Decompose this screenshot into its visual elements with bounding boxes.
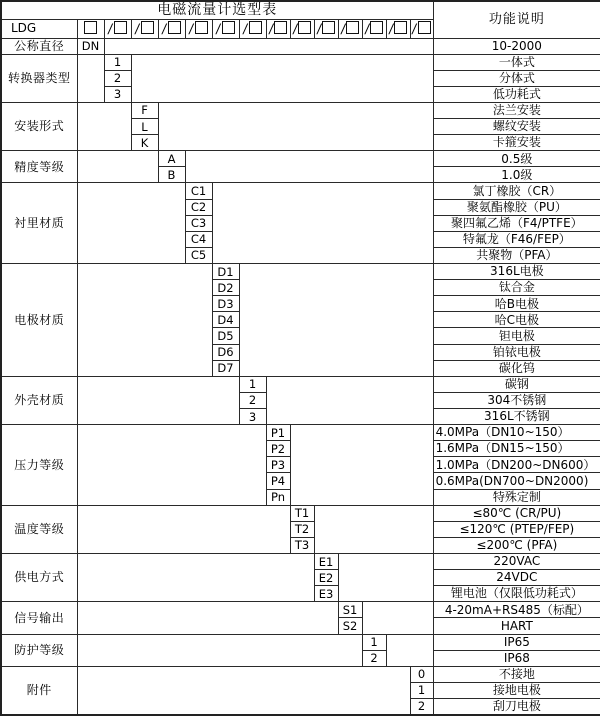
- option-desc: 钛合金: [433, 280, 600, 296]
- option-desc: 0.5级: [433, 151, 600, 167]
- option-code: D2: [212, 280, 239, 296]
- option-desc: 分体式: [433, 70, 600, 86]
- slash-separator: /: [134, 21, 141, 37]
- page-title: 电磁流量计选型表: [1, 1, 433, 19]
- empty-cell: [290, 425, 433, 506]
- empty-cell: [131, 54, 433, 102]
- empty-cell: [104, 38, 433, 54]
- option-code: K: [131, 135, 158, 151]
- model-code-slot: [131, 19, 158, 38]
- section-label: 温度等级: [1, 505, 77, 553]
- option-code: F: [131, 102, 158, 118]
- model-code-slot: [386, 19, 410, 38]
- option-code: L: [131, 119, 158, 135]
- table-row: [1, 505, 600, 521]
- empty-cell: [77, 554, 314, 602]
- table-row: [1, 151, 600, 167]
- empty-cell: [77, 376, 239, 424]
- slash-separator: /: [291, 21, 299, 37]
- option-desc: 0.6MPa(DN700~DN2000): [433, 473, 600, 489]
- empty-checkbox-icon: [141, 21, 154, 34]
- empty-checkbox-icon: [298, 21, 311, 34]
- empty-cell: [386, 634, 433, 666]
- option-code: 2: [410, 698, 433, 715]
- option-code: D7: [212, 360, 239, 376]
- option-desc: 304不锈钢: [433, 392, 600, 408]
- section-label: 外壳材质: [1, 376, 77, 424]
- model-code-slot: [104, 19, 131, 38]
- option-code: C3: [185, 215, 212, 231]
- option-code: C5: [185, 247, 212, 263]
- table-row: [1, 425, 600, 441]
- empty-checkbox-icon: [84, 21, 97, 34]
- section-label: 电极材质: [1, 264, 77, 377]
- empty-checkbox-icon: [168, 21, 181, 34]
- option-code: 1: [104, 54, 131, 70]
- table-row: [1, 634, 600, 650]
- option-code: E2: [314, 570, 338, 586]
- section-label: 公称直径: [1, 38, 77, 54]
- empty-checkbox-icon: [249, 21, 262, 34]
- option-desc: IP65: [433, 634, 600, 650]
- option-code: E1: [314, 554, 338, 570]
- option-desc: 哈B电极: [433, 296, 600, 312]
- model-code-slot: [290, 19, 314, 38]
- option-code: S1: [338, 602, 362, 618]
- model-code-slot: [314, 19, 338, 38]
- option-desc: 4-20mA+RS485（标配）: [433, 602, 600, 618]
- option-code: C2: [185, 199, 212, 215]
- empty-cell: [77, 183, 185, 264]
- option-code: P4: [266, 473, 290, 489]
- empty-checkbox-icon: [222, 21, 235, 34]
- empty-cell: [239, 264, 433, 377]
- empty-cell: [338, 554, 433, 602]
- section-label: 转换器类型: [1, 54, 77, 102]
- option-code: C4: [185, 231, 212, 247]
- table-row: [1, 666, 600, 682]
- option-desc: 220VAC: [433, 554, 600, 570]
- option-code: 1: [362, 634, 386, 650]
- slash-separator: /: [411, 21, 418, 37]
- option-code: T3: [290, 537, 314, 553]
- table-row: [1, 102, 600, 118]
- option-desc: 4.0MPa（DN10~150）: [433, 425, 600, 441]
- option-code: DN: [77, 38, 104, 54]
- slash-separator: /: [161, 21, 168, 37]
- table-row: [1, 183, 600, 199]
- option-code: 3: [104, 86, 131, 102]
- empty-cell: [77, 54, 104, 102]
- option-code: P1: [266, 425, 290, 441]
- model-code-box: [77, 19, 104, 38]
- option-code: D3: [212, 296, 239, 312]
- option-code: 1: [410, 682, 433, 698]
- slash-separator: /: [339, 21, 347, 37]
- slash-separator: /: [215, 21, 222, 37]
- option-desc: 一体式: [433, 54, 600, 70]
- empty-cell: [362, 602, 433, 634]
- option-code: 3: [239, 409, 266, 425]
- option-code: 2: [239, 392, 266, 408]
- empty-cell: [77, 151, 158, 183]
- table-row: [1, 554, 600, 570]
- option-code: 2: [104, 70, 131, 86]
- table-row: [1, 602, 600, 618]
- section-label: 安装形式: [1, 102, 77, 150]
- section-label: 附件: [1, 666, 77, 715]
- empty-cell: [77, 425, 266, 506]
- option-code: B: [158, 167, 185, 183]
- empty-cell: [77, 505, 290, 553]
- empty-cell: [77, 666, 410, 715]
- slash-separator: /: [387, 21, 395, 37]
- section-label: 防护等级: [1, 634, 77, 666]
- option-code: C1: [185, 183, 212, 199]
- option-desc: 1.0级: [433, 167, 600, 183]
- model-prefix: LDG: [1, 19, 77, 38]
- option-code: D6: [212, 344, 239, 360]
- option-desc: 聚氨酯橡胶（PU）: [433, 199, 600, 215]
- option-desc: 螺纹安装: [433, 119, 600, 135]
- option-code: Pn: [266, 489, 290, 505]
- section-label: 供电方式: [1, 554, 77, 602]
- table-row: [1, 264, 600, 280]
- option-desc: 碳化钨: [433, 360, 600, 376]
- option-code: S2: [338, 618, 362, 634]
- option-desc: 316L不锈钢: [433, 409, 600, 425]
- section-label: 衬里材质: [1, 183, 77, 264]
- table-row: [1, 54, 600, 70]
- option-desc: 刮刀电极: [433, 698, 600, 715]
- empty-checkbox-icon: [114, 21, 127, 34]
- empty-cell: [266, 376, 433, 424]
- empty-checkbox-icon: [370, 21, 383, 34]
- empty-cell: [77, 264, 212, 377]
- table-row: [1, 376, 600, 392]
- option-desc: 接地电极: [433, 682, 600, 698]
- option-desc: 卡箍安装: [433, 135, 600, 151]
- title-row: [1, 1, 600, 19]
- section-label: 压力等级: [1, 425, 77, 506]
- empty-checkbox-icon: [346, 21, 359, 34]
- option-desc: 哈C电极: [433, 312, 600, 328]
- option-desc: 氯丁橡胶（CR）: [433, 183, 600, 199]
- empty-checkbox-icon: [322, 21, 335, 34]
- option-desc: ≤80℃ (CR/PU): [433, 505, 600, 521]
- empty-cell: [314, 505, 433, 553]
- option-desc: 特氟龙（F46/FEP）: [433, 231, 600, 247]
- option-code: P2: [266, 441, 290, 457]
- option-desc: 316L电极: [433, 264, 600, 280]
- option-desc: ≤120℃ (PTEP/FEP): [433, 521, 600, 537]
- option-code: 0: [410, 666, 433, 682]
- empty-cell: [77, 634, 362, 666]
- option-desc: HART: [433, 618, 600, 634]
- model-code-slot: [266, 19, 290, 38]
- option-code: T2: [290, 521, 314, 537]
- slash-separator: /: [188, 21, 195, 37]
- option-desc: 1.0MPa（DN200~DN600）: [433, 457, 600, 473]
- option-desc: 特殊定制: [433, 489, 600, 505]
- option-code: A: [158, 151, 185, 167]
- option-code: D1: [212, 264, 239, 280]
- option-desc: 24VDC: [433, 570, 600, 586]
- empty-checkbox-icon: [195, 21, 208, 34]
- option-code: D4: [212, 312, 239, 328]
- empty-checkbox-icon: [418, 21, 431, 34]
- slash-separator: /: [363, 21, 371, 37]
- option-desc: 聚四氟乙烯（F4/PTFE）: [433, 215, 600, 231]
- option-desc: 共聚物（PFA）: [433, 247, 600, 263]
- empty-cell: [77, 602, 338, 634]
- model-code-slot: [362, 19, 386, 38]
- option-desc: 碳钢: [433, 376, 600, 392]
- slash-separator: /: [107, 21, 114, 37]
- slash-separator: /: [267, 21, 275, 37]
- option-desc: 不接地: [433, 666, 600, 682]
- option-desc: 铂铱电极: [433, 344, 600, 360]
- empty-checkbox-icon: [274, 21, 287, 34]
- option-code: 2: [362, 650, 386, 666]
- model-code-slot: [185, 19, 212, 38]
- empty-cell: [77, 102, 131, 150]
- option-code: D5: [212, 328, 239, 344]
- model-code-slot: [338, 19, 362, 38]
- option-desc: 低功耗式: [433, 86, 600, 102]
- model-code-slot: [239, 19, 266, 38]
- option-desc: ≤200℃ (PFA): [433, 537, 600, 553]
- section-label: 精度等级: [1, 151, 77, 183]
- option-desc: 锂电池（仅限低功耗式）: [433, 586, 600, 602]
- option-code: T1: [290, 505, 314, 521]
- section-label: 信号输出: [1, 602, 77, 634]
- model-code-slot: [212, 19, 239, 38]
- option-code: 1: [239, 376, 266, 392]
- function-desc-header: 功能说明: [433, 1, 600, 38]
- empty-cell: [158, 102, 433, 150]
- empty-cell: [212, 183, 433, 264]
- slash-separator: /: [242, 21, 249, 37]
- model-code-slot: [410, 19, 433, 38]
- option-code: E3: [314, 586, 338, 602]
- option-desc: 10-2000: [433, 38, 600, 54]
- slash-separator: /: [315, 21, 323, 37]
- model-code-slot: [158, 19, 185, 38]
- option-desc: 1.6MPa（DN15~150）: [433, 441, 600, 457]
- option-desc: 法兰安装: [433, 102, 600, 118]
- option-desc: 钽电极: [433, 328, 600, 344]
- table-row: [1, 38, 600, 54]
- option-desc: IP68: [433, 650, 600, 666]
- empty-cell: [185, 151, 433, 183]
- option-code: P3: [266, 457, 290, 473]
- empty-checkbox-icon: [394, 21, 407, 34]
